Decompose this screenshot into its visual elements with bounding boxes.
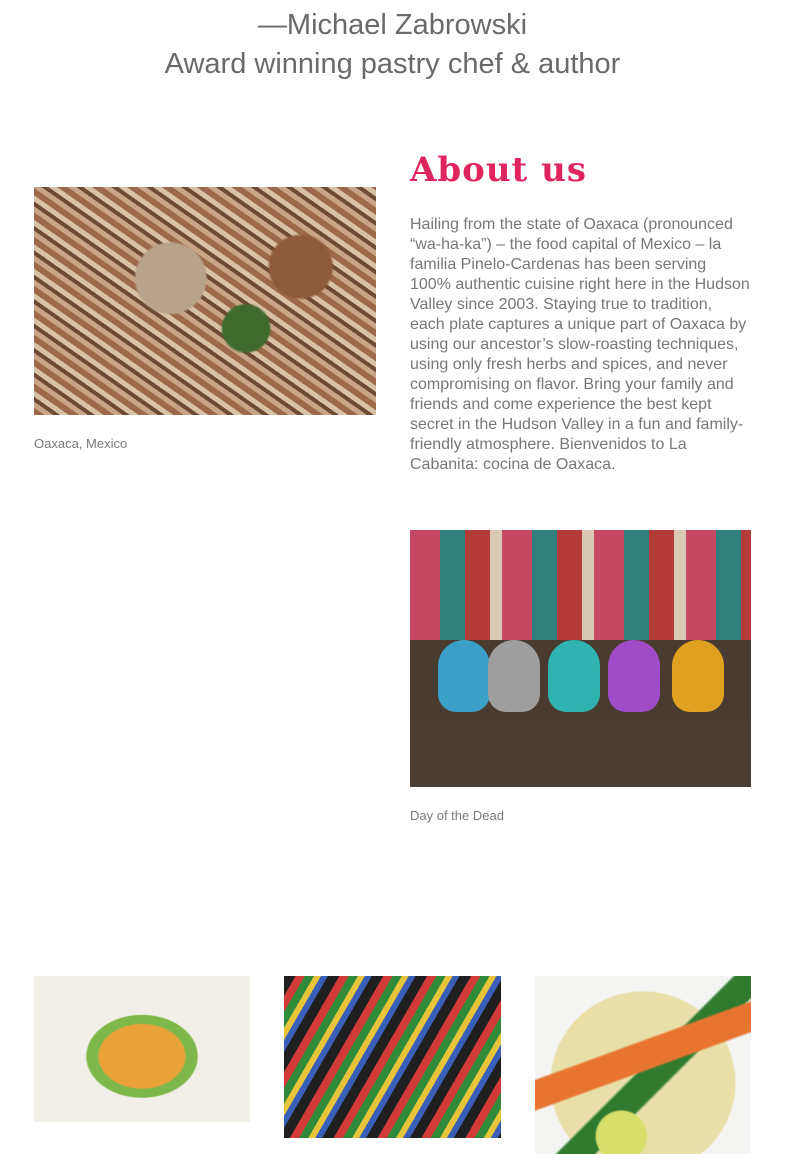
quote-author-role: Award winning pastry chef & author [164,48,621,80]
skull-figure [488,640,540,712]
skull-figure [438,640,490,712]
oaxacan-women-photo [284,976,501,1138]
oaxaca-caption: Oaxaca, Mexico [34,436,128,451]
shelf-decor [410,530,751,640]
day-of-the-dead-caption: Day of the Dead [410,808,504,823]
skull-figure [672,640,724,712]
day-of-the-dead-photo [410,530,751,787]
oaxaca-photo [34,187,376,415]
skull-figure [608,640,660,712]
skull-figure [548,640,600,712]
quote-author: —Michael Zabrowski [257,9,528,41]
about-title: About us [410,150,587,190]
about-body: Hailing from the state of Oaxaca (pronounced “wa-ha-ka”) – the food capital of Mexico – la familia Pinelo-Cardenas has been serving 100% authentic cuisine right here in the Hudson Valley since 2003. Staying true to tradition, each plate captures a unique part of Oaxaca by using our ancestor’s slow-roasting techniques, using only fresh herbs and spices, and never compromising on flavor. Bring your family and friends and come experience the best kept secret in the Hudson Valley in a fun and family-friendly atmosphere. Bienvenidos to La Cabanita: cocina de Oaxaca. [410,216,750,473]
food-photo-1 [34,976,250,1122]
wood-table [410,720,751,787]
soup-photo [535,976,751,1154]
